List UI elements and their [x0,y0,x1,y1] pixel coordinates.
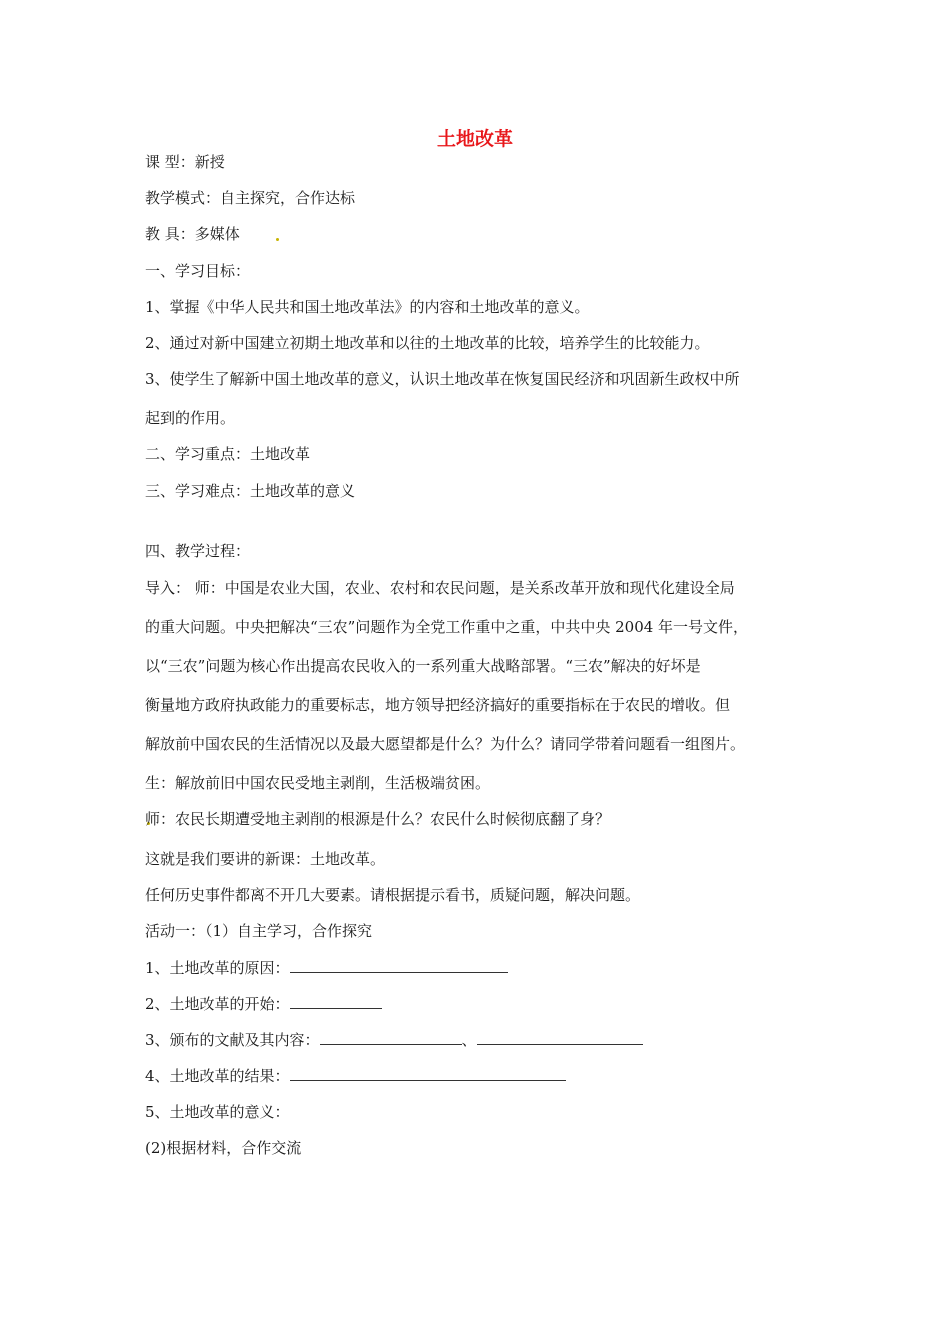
process-heading: 四、教学过程： [145,542,251,560]
document-title: 土地改革 [436,128,513,150]
lesson-type: 课 型：新授 [145,153,225,171]
answer-blank[interactable] [477,1030,643,1045]
elements-line: 任何历史事件都离不开几大要素。请根据提示看书，质疑问题，解决问题。 [145,886,641,904]
question-label: 4、土地改革的结果： [145,1067,290,1085]
goal-item: 2、通过对新中国建立初期土地改革和以往的土地改革的比较，培养学生的比较能力。 [145,334,710,352]
stray-mark [276,238,279,241]
goals-heading: 一、学习目标： [145,262,251,280]
goal-item: 1、掌握《中华人民共和国土地改革法》的内容和土地改革的意义。 [145,298,590,316]
intro-line: 解放前中国农民的生活情况以及最大愿望都是什么？为什么？请同学带着问题看一组图片。 [145,735,746,753]
key-point: 二、学习重点：土地改革 [145,445,311,463]
activity-heading: 活动一：（1）自主学习，合作探究 [145,922,373,940]
intro-line: 导入： 师：中国是农业大国，农业、农村和农民问题，是关系改革开放和现代化建设全局 [145,579,735,597]
teaching-mode: 教学模式：自主探究，合作达标 [145,189,356,207]
question-label: 2、土地改革的开始： [145,995,290,1013]
question-row [145,1030,643,1050]
student-answer: 生：解放前旧中国农民受地主剥削，生活极端贫困。 [145,774,491,792]
answer-blank[interactable] [290,994,382,1009]
answer-blank[interactable] [290,958,508,973]
question-label: 3、颁布的文献及其内容： [145,1031,320,1049]
difficult-point: 三、学习难点：土地改革的意义 [145,482,356,500]
question-row [145,958,508,978]
goal-item: 3、使学生了解新中国土地改革的意义，认识土地改革在恢复国民经济和巩固新生政权中所 [145,370,740,388]
question-row [145,994,382,1014]
separator: 、 [461,1031,477,1049]
answer-blank[interactable] [290,1066,566,1081]
intro-line: 衡量地方政府执政能力的重要标志，地方领导把经济搞好的重要指标在于农民的增收。但 [145,696,731,714]
goal-item: 起到的作用。 [145,409,236,427]
teacher-question: 师：农民长期遭受地主剥削的根源是什么？农民什么时候彻底翻了身？ [145,810,611,828]
question-row [145,1066,566,1086]
part-two-heading: (2)根据材料，合作交流 [145,1139,302,1157]
new-lesson-line: 这就是我们要讲的新课：土地改革。 [145,850,386,868]
teaching-tools: 教 具：多媒体 [145,225,240,243]
question-label: 1、土地改革的原因： [145,959,290,977]
question-label: 5、土地改革的意义： [145,1103,290,1121]
intro-line: 的重大问题。中央把解决“三农”问题作为全党工作重中之重，中共中央 2004 年一号文件， [145,618,749,636]
intro-line: 以“三农”问题为核心作出提高农民收入的一系列重大战略部署。“三农”解决的好坏是 [145,657,701,675]
answer-blank[interactable] [320,1030,462,1045]
